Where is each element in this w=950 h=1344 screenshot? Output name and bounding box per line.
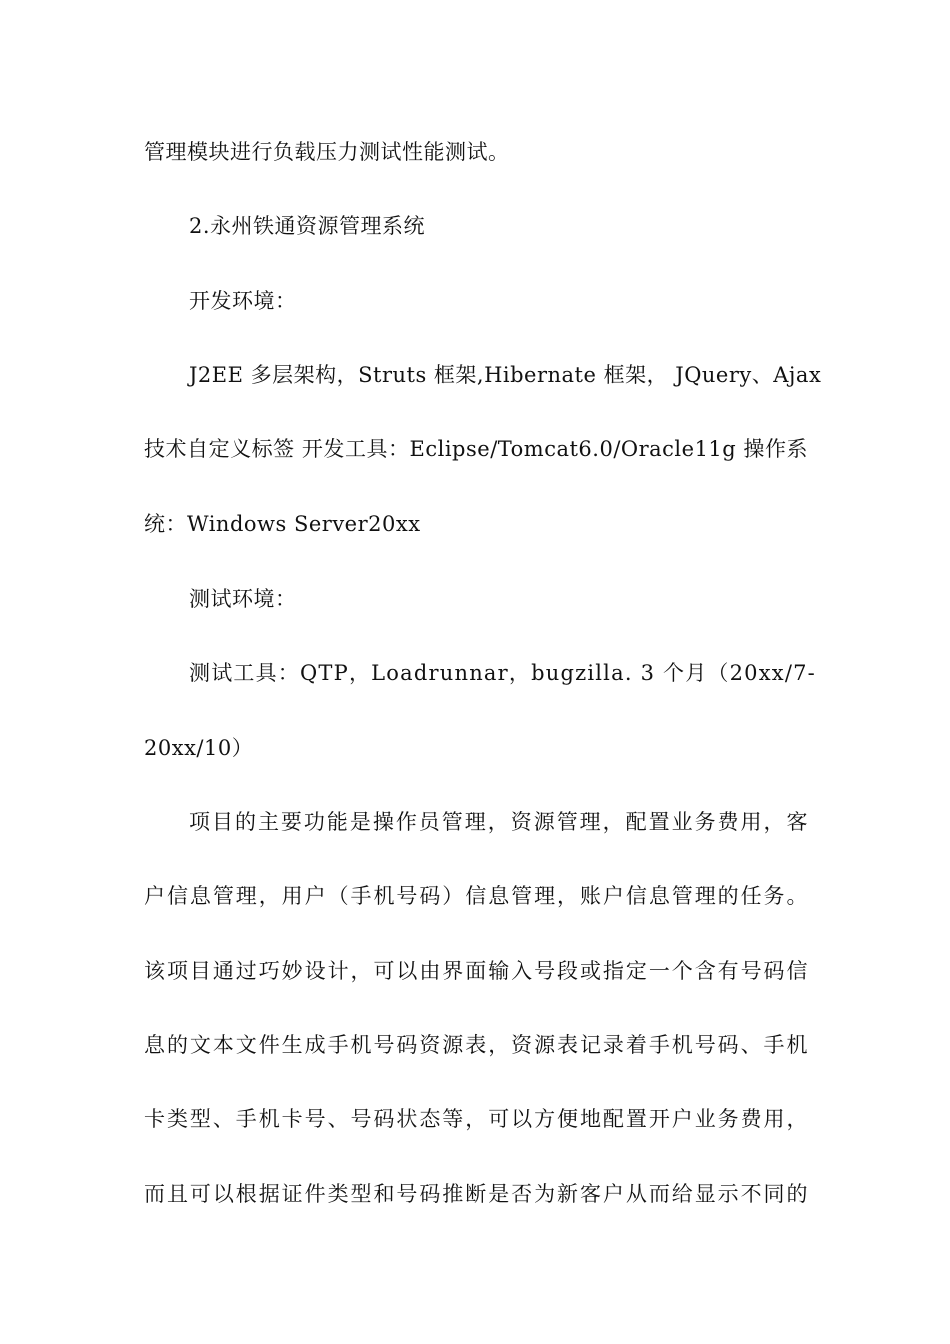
text-line: 统：Windows Server20xx (144, 512, 421, 536)
text-line: 卡类型、手机卡号、号码状态等，可以方便地配置开户业务费用， (144, 1107, 808, 1131)
section-heading: 2.永州铁通资源管理系统 (189, 214, 426, 238)
text-line: 管理模块进行负载压力测试性能测试。 (144, 140, 510, 164)
text-line: 而且可以根据证件类型和号码推断是否为新客户从而给显示不同的 (144, 1182, 808, 1206)
text-line: 息的文本文件生成手机号码资源表，资源表记录着手机号码、手机 (144, 1033, 808, 1057)
text-line: 测试工具：QTP，Loadrunnar，bugzilla. 3 个月（20xx/7- (189, 661, 816, 685)
text-line: 开发环境： (189, 289, 297, 313)
text-line: 技术自定义标签 开发工具：Eclipse/Tomcat6.0/Oracle11g 操作系 (144, 437, 808, 461)
text-line: 该项目通过巧妙设计，可以由界面输入号段或指定一个含有号码信 (144, 959, 808, 983)
text-line: 20xx/10） (144, 736, 254, 760)
text-line: 测试环境： (189, 587, 297, 611)
text-line: J2EE 多层架构，Struts 框架,Hibernate 框架， JQuery、Ajax (189, 363, 822, 387)
text-line: 项目的主要功能是操作员管理，资源管理，配置业务费用，客 (189, 810, 808, 834)
text-line: 户信息管理，用户（手机号码）信息管理，账户信息管理的任务。 (144, 884, 808, 908)
